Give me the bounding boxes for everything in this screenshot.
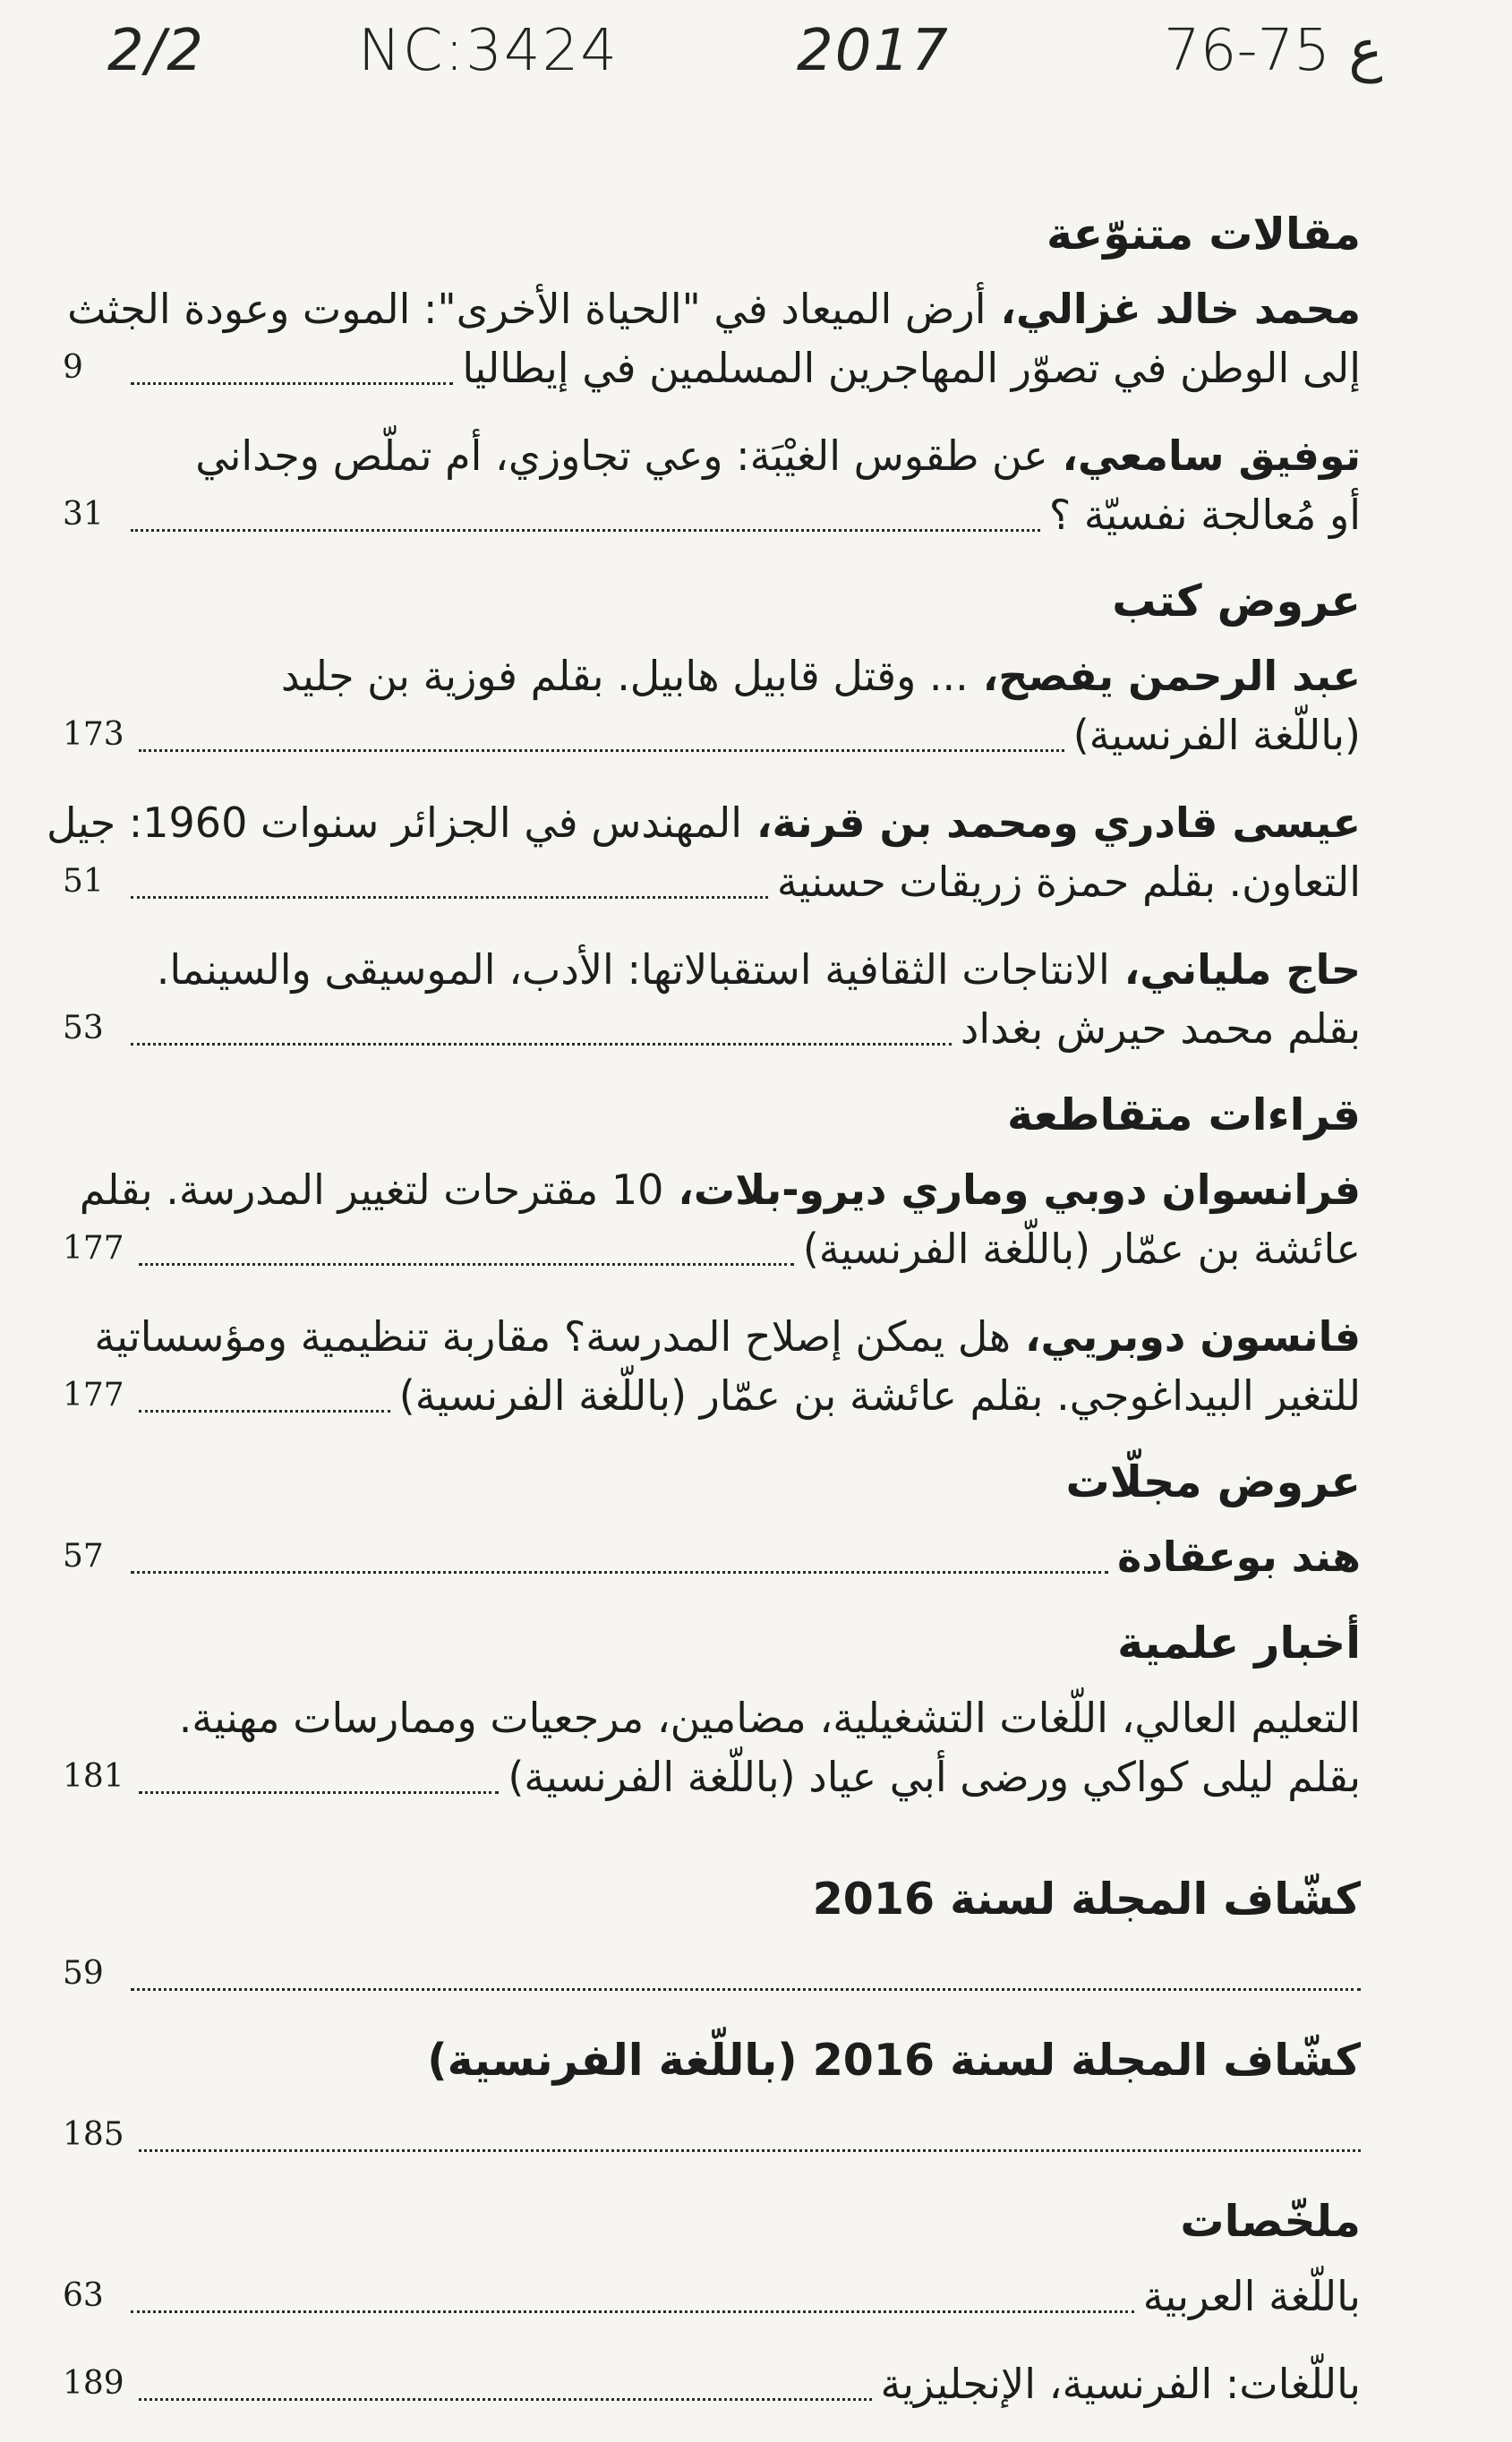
entry-last-line xyxy=(63,1944,1361,2003)
toc-entry xyxy=(63,646,1361,764)
dot-leader xyxy=(139,2398,872,2401)
page-number: 57 xyxy=(63,1538,104,1575)
dot-leader xyxy=(131,1571,1108,1574)
section-title: كشّاف المجلة لسنة 2016 xyxy=(812,1874,1361,1925)
dot-leader xyxy=(139,1791,500,1794)
section-title: مقالات متنوّعة xyxy=(1046,209,1361,260)
dot-leader xyxy=(131,382,453,385)
page-number: 53 xyxy=(63,1010,104,1046)
dot-leader xyxy=(139,1263,794,1266)
toc-entry xyxy=(63,1160,1361,1278)
toc-entry xyxy=(63,940,1361,1058)
page-number: 177 xyxy=(63,1377,124,1413)
entry-line: فرانسوان دوبي وماري ديرو-بلات، 10 مقترحات لتغيير المدرسة. بقلم xyxy=(79,1166,1361,1214)
entry-last-line: أو مُعالجة نفسيّة ؟ 31 xyxy=(63,485,1361,544)
entry-author: حاج ملياني، xyxy=(1109,945,1361,994)
entry-last-line: بقلم ليلى كواكي ورضى أبي عياد (باللّغة الفرنسية) 181 xyxy=(63,1747,1361,1806)
entry-line: التعليم العالي، اللّغات التشغيلية، مضامين، مرجعيات وممارسات مهنية. xyxy=(178,1694,1361,1742)
handwritten-year: 2017 xyxy=(797,18,950,84)
page-number: 177 xyxy=(63,1230,124,1267)
dot-leader xyxy=(131,2310,1134,2313)
toc-section xyxy=(63,1615,1361,1871)
handwritten-fraction: 2/2 xyxy=(107,18,205,84)
toc-entry xyxy=(63,279,1361,397)
dot-leader xyxy=(131,529,1040,532)
section-title: أخبار علمية xyxy=(1117,1618,1361,1669)
toc-entry xyxy=(46,793,1361,911)
section-title: قراءات متقاطعة xyxy=(1006,1089,1361,1140)
entry-line: عبد الرحمن يفصح، ... وقتل قابيل هابيل. بقلم فوزية بن جليد xyxy=(280,652,1361,700)
handwritten-call-number: NC:3424 xyxy=(358,18,619,84)
toc-entry xyxy=(63,2354,1361,2413)
page-number: 181 xyxy=(63,1758,124,1795)
dot-leader xyxy=(131,896,768,899)
dot-leader xyxy=(131,1043,952,1046)
page-number: 189 xyxy=(63,2365,124,2402)
toc-section xyxy=(63,1087,1361,1425)
section-title: عروض مجلّات xyxy=(1065,1456,1361,1507)
table-of-contents xyxy=(46,206,1361,2442)
toc-entry xyxy=(63,2105,1361,2164)
entry-line: حاج ملياني، الانتاجات الثقافية استقبالاتها: الأدب، الموسيقى والسينما. xyxy=(156,945,1361,994)
handwritten-issue: 76-75 ع xyxy=(1164,18,1383,84)
entry-last-line: عائشة بن عمّار (باللّغة الفرنسية) 177 xyxy=(63,1219,1361,1278)
page-number: 63 xyxy=(63,2277,104,2314)
entry-line: فانسون دوبريي، هل يمكن إصلاح المدرسة؟ مقاربة تنظيمية ومؤسساتية xyxy=(94,1312,1361,1361)
entry-line: توفيق سامعي، عن طقوس الغيْبَة: وعي تجاوزي، أم تملّص وجداني xyxy=(195,431,1361,480)
entry-last-line: (باللّغة الفرنسية) 173 xyxy=(63,705,1361,764)
entry-author: عبد الرحمن يفصح، xyxy=(968,652,1361,700)
toc-entry xyxy=(63,1688,1361,1806)
entry-author: هند بوعقادة xyxy=(1117,1533,1361,1581)
entry-author: توفيق سامعي، xyxy=(1047,431,1361,480)
toc-section xyxy=(63,206,1361,544)
toc-section xyxy=(63,1871,1361,2003)
entry-last-line: التعاون. بقلم حمزة زريقات حسنية 51 xyxy=(63,852,1361,911)
toc-section xyxy=(46,573,1361,1058)
toc-entry xyxy=(63,1944,1361,2003)
toc-entry xyxy=(63,1527,1361,1586)
entry-last-line: باللّغات: الفرنسية، الإنجليزية 189 xyxy=(63,2354,1361,2413)
toc-entry xyxy=(63,426,1361,544)
entry-last-line xyxy=(63,2105,1361,2164)
dot-leader xyxy=(139,749,1064,752)
dot-leader xyxy=(139,2149,1361,2152)
section-title: كشّاف المجلة لسنة 2016 (باللّغة الفرنسية) xyxy=(427,2035,1361,2086)
page-number: 185 xyxy=(63,2116,124,2153)
page-number: 31 xyxy=(63,496,104,533)
entry-author: فانسون دوبريي، xyxy=(1011,1312,1361,1361)
section-title: عروض كتب xyxy=(1112,576,1361,627)
toc-section xyxy=(63,2193,1361,2413)
entry-last-line: إلى الوطن في تصوّر المهاجرين المسلمين في إيطاليا 9 xyxy=(63,338,1361,397)
toc-entry xyxy=(63,1307,1361,1425)
entry-last-line xyxy=(63,1527,1361,1586)
dot-leader xyxy=(139,1410,390,1413)
entry-last-line: بقلم محمد حيرش بغداد 53 xyxy=(63,999,1361,1058)
entry-author: عيسى قادري ومحمد بن قرنة، xyxy=(742,798,1361,847)
page-number: 173 xyxy=(63,716,124,753)
toc-section xyxy=(63,1454,1361,1586)
entry-last-line: باللّغة العربية 63 xyxy=(63,2267,1361,2326)
page-number: 51 xyxy=(63,863,104,900)
dot-leader xyxy=(131,1988,1361,1991)
entry-last-line: للتغير البيداغوجي. بقلم عائشة بن عمّار (باللّغة الفرنسية) 177 xyxy=(63,1366,1361,1425)
handwritten-notes xyxy=(90,18,1486,125)
entry-line: عيسى قادري ومحمد بن قرنة، المهندس في الجزائر سنوات 1960: جيل xyxy=(46,798,1361,847)
entry-author: محمد خالد غزالي، xyxy=(986,285,1361,333)
page-number: 59 xyxy=(63,1955,104,1992)
toc-entry xyxy=(63,2267,1361,2326)
entry-author: فرانسوان دوبي وماري ديرو-بلات، xyxy=(663,1166,1361,1214)
section-title: ملخّصات xyxy=(1180,2196,1361,2247)
toc-section xyxy=(63,2032,1361,2164)
entry-line: محمد خالد غزالي، أرض الميعاد في "الحياة الأخرى": الموت وعودة الجثث xyxy=(67,285,1361,333)
page-number: 9 xyxy=(63,349,83,386)
